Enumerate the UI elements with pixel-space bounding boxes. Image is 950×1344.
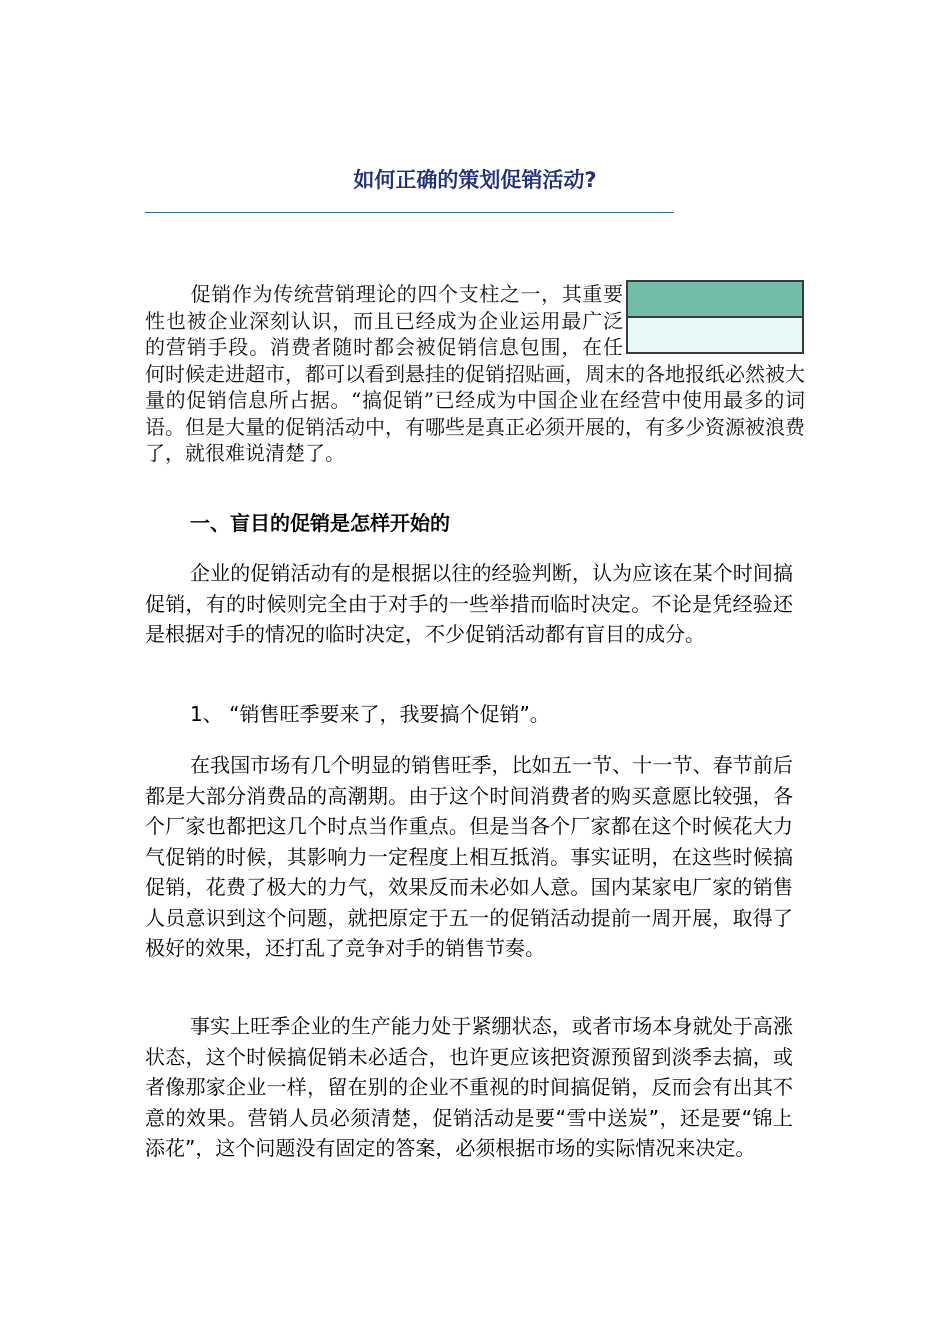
section-1-paragraph: 企业的促销活动有的是根据以往的经验判断，认为应该在某个时间搞促销，有的时候则完全由于对手的一些举措而临时决定。不论是凭经验还是根据对手的情况的临时决定，不少促销活动都有盲目的成分。 [145,561,793,646]
list-item-1: 1、 “销售旺季要来了，我要搞个促销”。 [190,702,550,726]
intro-text: 促销作为传统营销理论的四个支柱之一，其重要性也被企业深刻认识，而且已经成为企业运用最广泛的营销手段。消费者随时都会被促销信息包围，在任何时候走进超市，都可以看到悬挂的促销招贴画，周末的各地报纸必然被大量的促销信息所占据。“搞促销”已经成为中国企业在经营中使用最多的词语。但是大量的促销活动中，有哪些是真正必须开展的，有多少资源被浪费了，就很难说清楚了。 [145,282,805,465]
paragraph-3: 事实上旺季企业的生产能力处于紧绷状态，或者市场本身就处于高涨状态，这个时候搞促销未必适合，也许更应该把资源预留到淡季去搞，或者像那家企业一样，留在别的企业不重视的时间搞促销，反而会有出其不意的效果。营销人员必须清楚，促销活动是要“雪中送炭”，还是要“锦上添花”，这个问题没有固定的答案，必须根据市场的实际情况来决定。 [145,1014,793,1160]
document-title: 如何正确的策划促销活动? [353,168,597,192]
decorative-box [626,280,804,354]
section-1-heading: 一、盲目的促销是怎样开始的 [190,511,450,535]
decorative-box-band [628,282,802,318]
title-divider [145,212,674,213]
paragraph-2: 在我国市场有几个明显的销售旺季，比如五一节、十一节、春节前后都是大部分消费品的高潮期。由于这个时间消费者的购买意愿比较强，各个厂家也都把这几个时点当作重点。但是当各个厂家都在这个时候花大力气促销的时候，其影响力一定程度上相互抵消。事实证明，在这些时候搞促销，花费了极大的力气，效果反而未必如人意。国内某家电厂家的销售人员意识到这个问题，就把原定于五一的促销活动提前一周开展，取得了极好的效果，还打乱了竞争对手的销售节奏。 [145,753,793,960]
